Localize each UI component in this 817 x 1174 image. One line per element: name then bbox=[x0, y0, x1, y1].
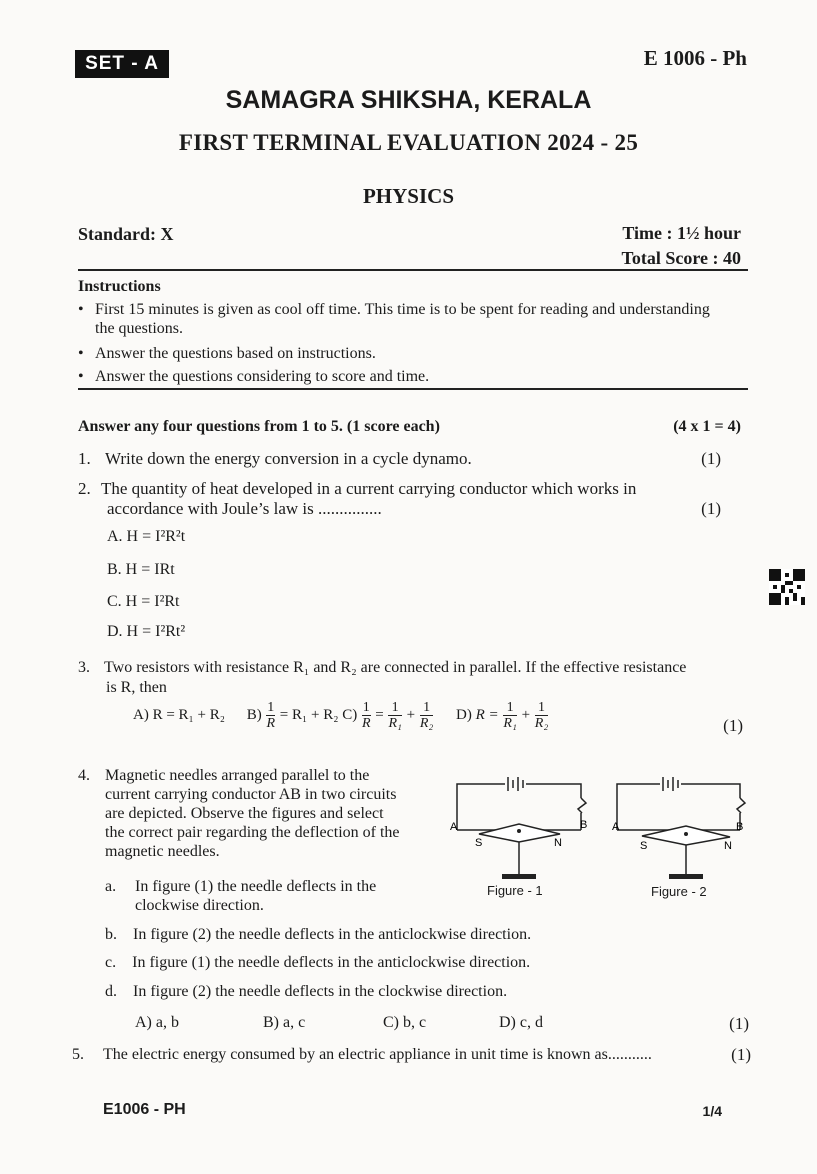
question-text: Two resistors with resistance R₁ and R₂ are connected in parallel. If the effective resistance bbox=[104, 659, 687, 676]
question-number: 2. bbox=[78, 479, 91, 498]
figure-2-label-n: N bbox=[724, 840, 732, 852]
question-2-option-b: B. H = IRt bbox=[107, 561, 175, 578]
exam-title: FIRST TERMINAL EVALUATION 2024 - 25 bbox=[178, 130, 639, 155]
bullet-icon: • bbox=[78, 345, 84, 362]
statement-c: c. In figure (1) the needle deflects in the anticlockwise direction. bbox=[105, 954, 531, 971]
question-3-score: (1) bbox=[723, 716, 743, 735]
statement-d: d. In figure (2) the needle deflects in the clockwise direction. bbox=[105, 983, 508, 1000]
section-score: (4 x 1 = 4) bbox=[673, 418, 741, 435]
question-2-option-a: A. H = I²R²t bbox=[107, 528, 186, 545]
bullet-icon: • bbox=[78, 301, 84, 318]
figure-1-label-b: B bbox=[580, 819, 588, 831]
divider-top bbox=[78, 269, 748, 271]
question-4-score: (1) bbox=[729, 1014, 749, 1033]
question-4-choice-b: B) a, c bbox=[263, 1014, 306, 1031]
question-4-choice-d: D) c, d bbox=[499, 1014, 543, 1031]
question-5 bbox=[72, 1045, 652, 1065]
question-1-score: (1) bbox=[701, 449, 721, 468]
question-3-options: A) R = R₁ + R₂ B) $\frac{1}{R}$ = R₁ + R₂ C) $\frac{1}{R}$ = $\frac{1}{\text{R₁}}$ + $\frac{1}{\text{R₂}}$ D) R = $\frac{1}{\text{R₁}}$ + $\frac{1}{\text{R₂}}$ bbox=[133, 700, 549, 731]
total-score-label: Total Score : 40 bbox=[621, 248, 741, 268]
instruction-item: • Answer the questions considering to score and time. bbox=[78, 368, 430, 385]
fraction: $\frac{1}{\text{R₂}}$ bbox=[419, 700, 434, 731]
fraction: $\frac{1}{\text{R₁}}$ bbox=[388, 700, 402, 731]
fraction: $\frac{1}{R}$ bbox=[361, 700, 371, 731]
question-text: Write down the energy conversion in a cycle dynamo. bbox=[105, 449, 472, 468]
instruction-item: • Answer the questions based on instructions. bbox=[78, 345, 376, 362]
question-4-choice-a: A) a, b bbox=[135, 1014, 179, 1031]
qr-code-icon bbox=[769, 569, 805, 605]
question-text: The electric energy consumed by an electric appliance in unit time is known as........... bbox=[103, 1046, 652, 1063]
page-number: 1/4 bbox=[702, 1103, 722, 1119]
question-2-line2: accordance with Joule’s law is ............... bbox=[107, 499, 382, 518]
option-d-label: D) bbox=[456, 706, 472, 723]
question-4-choice-c: C) b, c bbox=[383, 1014, 427, 1031]
figure-2-label-b: B bbox=[736, 821, 744, 833]
divider-instructions bbox=[78, 388, 748, 390]
question-number: 4. bbox=[78, 767, 90, 784]
section-heading: Answer any four questions from 1 to 5. (1 score each) bbox=[78, 418, 440, 435]
figure-2-caption: Figure - 2 bbox=[651, 884, 707, 899]
figure-2-label-a: A bbox=[612, 821, 620, 833]
option-a: A) R = R₁ + R₂ bbox=[133, 706, 225, 723]
figure-2 bbox=[612, 768, 762, 903]
standard-label: Standard: X bbox=[78, 224, 174, 244]
paper-code: E 1006 - Ph bbox=[643, 46, 747, 70]
time-score-block bbox=[622, 221, 742, 271]
question-number: 1. bbox=[78, 449, 91, 468]
question-3-line2: is R, then bbox=[106, 679, 167, 696]
instruction-item: • First 15 minutes is given as cool off time. This time is to be spent for reading and understanding the questions. bbox=[78, 301, 710, 337]
question-2-option-c: C. H = I²Rt bbox=[107, 593, 180, 610]
footer-code: E1006 - PH bbox=[103, 1101, 186, 1118]
question-number: 5. bbox=[72, 1046, 84, 1063]
question-2-option-d: D. H = I²Rt² bbox=[107, 623, 186, 640]
question-4: 4. Magnetic needles arranged parallel to the current carrying conductor AB in two circuits are depicted. Observe the figures and select the correct pair regarding the deflection of the magnetic needles. bbox=[78, 767, 400, 860]
bullet-icon: • bbox=[78, 368, 84, 385]
question-2 bbox=[78, 479, 636, 499]
time-label: Time : 1½ hour bbox=[622, 223, 741, 243]
question-1 bbox=[78, 449, 472, 469]
subject-title: PHYSICS bbox=[362, 184, 455, 208]
figure-2-label-s: S bbox=[640, 840, 648, 852]
set-badge: SET - A bbox=[75, 50, 169, 78]
question-3 bbox=[78, 658, 686, 678]
figure-1-caption: Figure - 1 bbox=[487, 883, 543, 898]
option-b-label: B) bbox=[246, 706, 262, 723]
fraction: $\frac{1}{\text{R₁}}$ bbox=[503, 700, 517, 731]
fraction: $\frac{1}{\text{R₂}}$ bbox=[534, 700, 549, 731]
instructions-heading: Instructions bbox=[78, 278, 161, 295]
fraction: $\frac{1}{R}$ bbox=[266, 700, 276, 731]
figure-1-label-s: S bbox=[475, 837, 483, 849]
question-number: 3. bbox=[78, 659, 90, 676]
option-b-rhs: = R₁ + R₂ bbox=[279, 706, 339, 723]
statement-a: a. In figure (1) the needle deflects in the clockwise direction. bbox=[105, 878, 377, 914]
question-text: The quantity of heat developed in a current carrying conductor which works in bbox=[101, 479, 637, 498]
question-2-score: (1) bbox=[701, 499, 721, 518]
question-5-score: (1) bbox=[731, 1045, 751, 1064]
organization-title: SAMAGRA SHIKSHA, KERALA bbox=[225, 86, 592, 114]
figure-1-label-n: N bbox=[554, 837, 562, 849]
figure-1-label-a: A bbox=[450, 821, 458, 833]
statement-b: b. In figure (2) the needle deflects in the anticlockwise direction. bbox=[105, 926, 532, 943]
option-c-label: C) bbox=[342, 706, 358, 723]
